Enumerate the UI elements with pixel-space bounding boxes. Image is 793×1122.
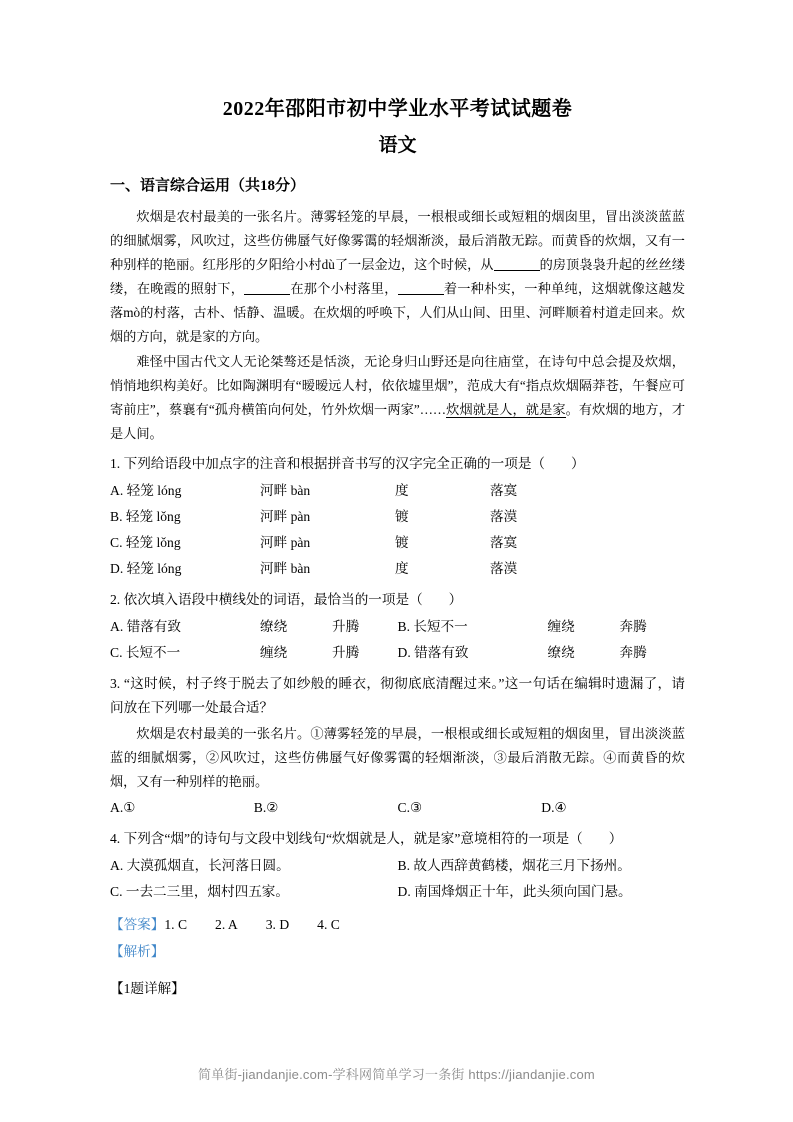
option-word-2: 奔腾 bbox=[619, 645, 647, 661]
option-d-label-and-word0 bbox=[398, 640, 548, 666]
option-text: ③ bbox=[409, 800, 423, 816]
option-a-label-and-word0 bbox=[110, 614, 260, 640]
section-heading: 一、语言综合运用（共18分） bbox=[110, 177, 306, 194]
option-col-1: 河畔 pàn bbox=[260, 535, 311, 551]
option-label: C. bbox=[110, 645, 123, 661]
answer-item-2: 2. A bbox=[215, 917, 238, 933]
option-label: C. bbox=[110, 535, 123, 551]
option-word-1: 缭绕 bbox=[260, 619, 288, 635]
question-4-stem bbox=[110, 827, 685, 851]
analysis-tag: 【解析】 bbox=[110, 944, 165, 960]
option-word-1: 缭绕 bbox=[547, 645, 575, 661]
fill-blank-3 bbox=[398, 294, 444, 295]
option-col-3: 落寞 bbox=[490, 535, 518, 551]
question-4-stem-tail: ） bbox=[608, 831, 623, 847]
option-text: ② bbox=[266, 800, 279, 816]
option-c-label-and-col0 bbox=[110, 530, 260, 556]
fill-blank-2 bbox=[244, 294, 290, 295]
answer-item-1: 1. C bbox=[164, 917, 188, 933]
option-word-1: 缠绕 bbox=[260, 645, 288, 661]
question-2-option-d[interactable] bbox=[398, 640, 686, 666]
option-word-0: 错落有致 bbox=[414, 645, 469, 661]
option-col-1: 河畔 pàn bbox=[260, 509, 311, 525]
option-col-1: 河畔 bàn bbox=[260, 561, 311, 577]
option-label: D. bbox=[110, 561, 124, 577]
answer-tag: 【答案】 bbox=[110, 917, 165, 933]
option-text: ① bbox=[123, 800, 136, 816]
option-label: B. bbox=[110, 509, 123, 525]
question-2-option-row-2 bbox=[110, 640, 685, 666]
option-col-2: 镀 bbox=[395, 535, 409, 551]
question-2-stem-tail: ） bbox=[448, 592, 463, 608]
option-b-label-and-word0 bbox=[398, 614, 548, 640]
question-4-option-c[interactable] bbox=[110, 879, 398, 905]
option-c-label-and-word0 bbox=[110, 640, 260, 666]
question-1-option-a[interactable] bbox=[110, 478, 685, 504]
option-col-3: 落漠 bbox=[490, 561, 518, 577]
option-label: C. bbox=[110, 884, 123, 900]
option-col-0: 轻笼 lóng bbox=[126, 483, 182, 499]
question-3-text-line-1: “这时候，村子终于脱去了如纱般的睡衣，彻彻底底清醒过来。”这一句话在编辑时遗漏 bbox=[123, 676, 644, 692]
question-3-option-b[interactable] bbox=[254, 795, 398, 821]
option-label: C. bbox=[397, 800, 410, 816]
answer-item-4: 4. C bbox=[317, 917, 340, 933]
option-col-0: 轻笼 lóng bbox=[126, 561, 182, 577]
option-word-0: 长短不一 bbox=[125, 645, 181, 661]
option-col-2: 镀 bbox=[395, 509, 409, 525]
question-4-number: 4. bbox=[110, 831, 121, 847]
option-word-2: 升腾 bbox=[332, 645, 360, 661]
option-label: A. bbox=[110, 619, 124, 635]
question-1-option-c[interactable] bbox=[110, 530, 685, 556]
subject-title: 语文 bbox=[378, 135, 417, 156]
question-3-quoted-passage: 炊烟是农村最美的一张名片。①薄雾轻笼的早晨，一根根或细长或短粗的烟囱里，冒出淡淡蓝蓝的细腻烟雾，②风吹过，这些仿佛蜃气好像雾霭的轻烟渐淡，③最后消散无踪。④而黄昏的炊烟，又有一种别样的艳丽。 bbox=[110, 726, 685, 790]
passage-paragraph-2 bbox=[110, 350, 685, 446]
option-a-label-and-col0 bbox=[110, 478, 260, 504]
option-label: B. bbox=[397, 619, 410, 635]
question-3-option-a[interactable] bbox=[110, 795, 254, 821]
question-3-text-line-2: 了，请问放在下列哪一处最合适？ bbox=[110, 676, 686, 716]
passage-text-1c: 在那个小村落里， bbox=[290, 281, 398, 297]
question-4-option-row-1 bbox=[110, 853, 685, 879]
question-4-option-b[interactable] bbox=[398, 853, 686, 879]
option-label: A. bbox=[110, 800, 124, 816]
question-4-option-row-2 bbox=[110, 879, 685, 905]
option-col-2: 度 bbox=[395, 561, 409, 577]
option-col-3: 落寞 bbox=[490, 483, 518, 499]
option-word-0: 长短不一 bbox=[413, 619, 468, 635]
option-col-1: 河畔 bàn bbox=[260, 483, 311, 499]
question-2-option-b[interactable] bbox=[398, 614, 686, 640]
question-1-detail-heading: 【1题详解】 bbox=[110, 981, 185, 997]
passage-text-2a: 难怪中国古代文人无论桀骜还是恬淡，无论身归山野还是向往庙堂，在诗句中总会提及炊烟，悄悄地织构美好。比如陶渊明有“暧暧远人村，依依墟里烟”，范成大有“指点炊烟隔莽苍，午餐应可寄前庄”，蔡襄有“孤舟横笛向何处，竹外炊烟一两家”…… bbox=[110, 354, 685, 418]
option-b-label-and-col0 bbox=[110, 504, 260, 530]
option-col-0: 轻笼 lǒng bbox=[125, 535, 181, 551]
question-3-number: 3. bbox=[110, 676, 121, 692]
question-3-options bbox=[110, 795, 685, 821]
option-text: 南国烽烟正十年，此头须向国门悬。 bbox=[414, 884, 632, 900]
option-label: B. bbox=[253, 800, 267, 816]
question-2-option-a[interactable] bbox=[110, 614, 398, 640]
option-text: ④ bbox=[554, 800, 567, 816]
option-word-1: 缠绕 bbox=[547, 619, 575, 635]
question-2-option-c[interactable] bbox=[110, 640, 398, 666]
page-title: 2022年邵阳市初中学业水平考试试题卷 bbox=[222, 98, 573, 120]
question-2-number: 2. bbox=[110, 592, 121, 608]
page-footer: 简单街-jiandanjie.com-学科网简单学习一条街 https://jiandanjie.com bbox=[198, 1067, 595, 1082]
answers-line bbox=[110, 911, 685, 938]
option-label: D. bbox=[397, 884, 411, 900]
question-4-option-a[interactable] bbox=[110, 853, 398, 879]
page-content bbox=[110, 96, 685, 1002]
passage-text-1d: 着一种朴实，一种单纯，这烟就像这越发落mò的村落，古朴、恬静、温暖。在炊烟的呼唤下，人们从山间、田里、河畔顺着村道走回来。炊烟的方向，就是家的方向。 bbox=[110, 281, 686, 345]
option-text: 故人西辞黄鹤楼，烟花三月下扬州。 bbox=[413, 858, 631, 874]
fill-blank-1 bbox=[494, 270, 540, 271]
question-4-option-d[interactable] bbox=[398, 879, 686, 905]
question-1-option-b[interactable] bbox=[110, 504, 685, 530]
question-3-option-c[interactable] bbox=[398, 795, 542, 821]
passage-text-1b: 的房顶袅袅升起的丝丝缕缕，在晚霞的照射下， bbox=[110, 257, 686, 297]
option-word-2: 奔腾 bbox=[619, 619, 647, 635]
option-col-0: 轻笼 lǒng bbox=[125, 509, 181, 525]
question-1-stem-tail: ） bbox=[571, 456, 585, 472]
underlined-phrase: 炊烟就是人，就是家 bbox=[446, 402, 566, 418]
option-col-2: 度 bbox=[395, 483, 409, 499]
option-text: 大漠孤烟直，长河落日圆。 bbox=[126, 858, 290, 874]
question-1-option-d[interactable] bbox=[110, 556, 685, 582]
question-1-number: 1. bbox=[110, 456, 121, 472]
question-2-option-row-1 bbox=[110, 614, 685, 640]
option-label: D. bbox=[541, 800, 555, 816]
question-1-text: 下列给语段中加点字的注音和根据拼音书写的汉字完全正确的一项是（ bbox=[123, 456, 546, 472]
option-label: A. bbox=[110, 483, 124, 499]
option-label: B. bbox=[397, 858, 410, 874]
answer-item-3: 3. D bbox=[265, 917, 290, 933]
option-label: A. bbox=[110, 858, 124, 874]
option-word-0: 错落有致 bbox=[126, 619, 181, 635]
question-4-text: 下列含“烟”的诗句与文段中划线句“炊烟就是人，就是家”意境相符的一项是（ bbox=[123, 831, 583, 847]
option-label: D. bbox=[397, 645, 411, 661]
passage-text-1a: 炊烟是农村最美的一张名片。薄雾轻笼的早晨，一根根或细长或短粗的烟囱里，冒出淡淡蓝蓝的细腻烟雾，风吹过，这些仿佛蜃气好像雾霭的轻烟渐淡，最后消散无踪。而黄昏的炊烟，又有一种别样的艳丽。红彤彤的夕阳给小村dù了一层金边，这个时候，从 bbox=[110, 209, 685, 273]
question-3-option-d[interactable] bbox=[541, 795, 685, 821]
question-3-stem bbox=[110, 672, 685, 720]
option-text: 一去二三里，烟村四五家。 bbox=[125, 884, 289, 900]
passage-text-2b: 。有炊烟的地方，才是人间。 bbox=[110, 402, 686, 442]
option-col-3: 落漠 bbox=[490, 509, 518, 525]
question-2-text: 依次填入语段中横线处的词语，最恰当的一项是（ bbox=[123, 592, 423, 608]
question-1-stem bbox=[110, 452, 685, 476]
passage-paragraph-1 bbox=[110, 205, 685, 349]
option-d-label-and-col0 bbox=[110, 556, 260, 582]
question-2-stem bbox=[110, 588, 685, 612]
option-word-2: 升腾 bbox=[332, 619, 360, 635]
